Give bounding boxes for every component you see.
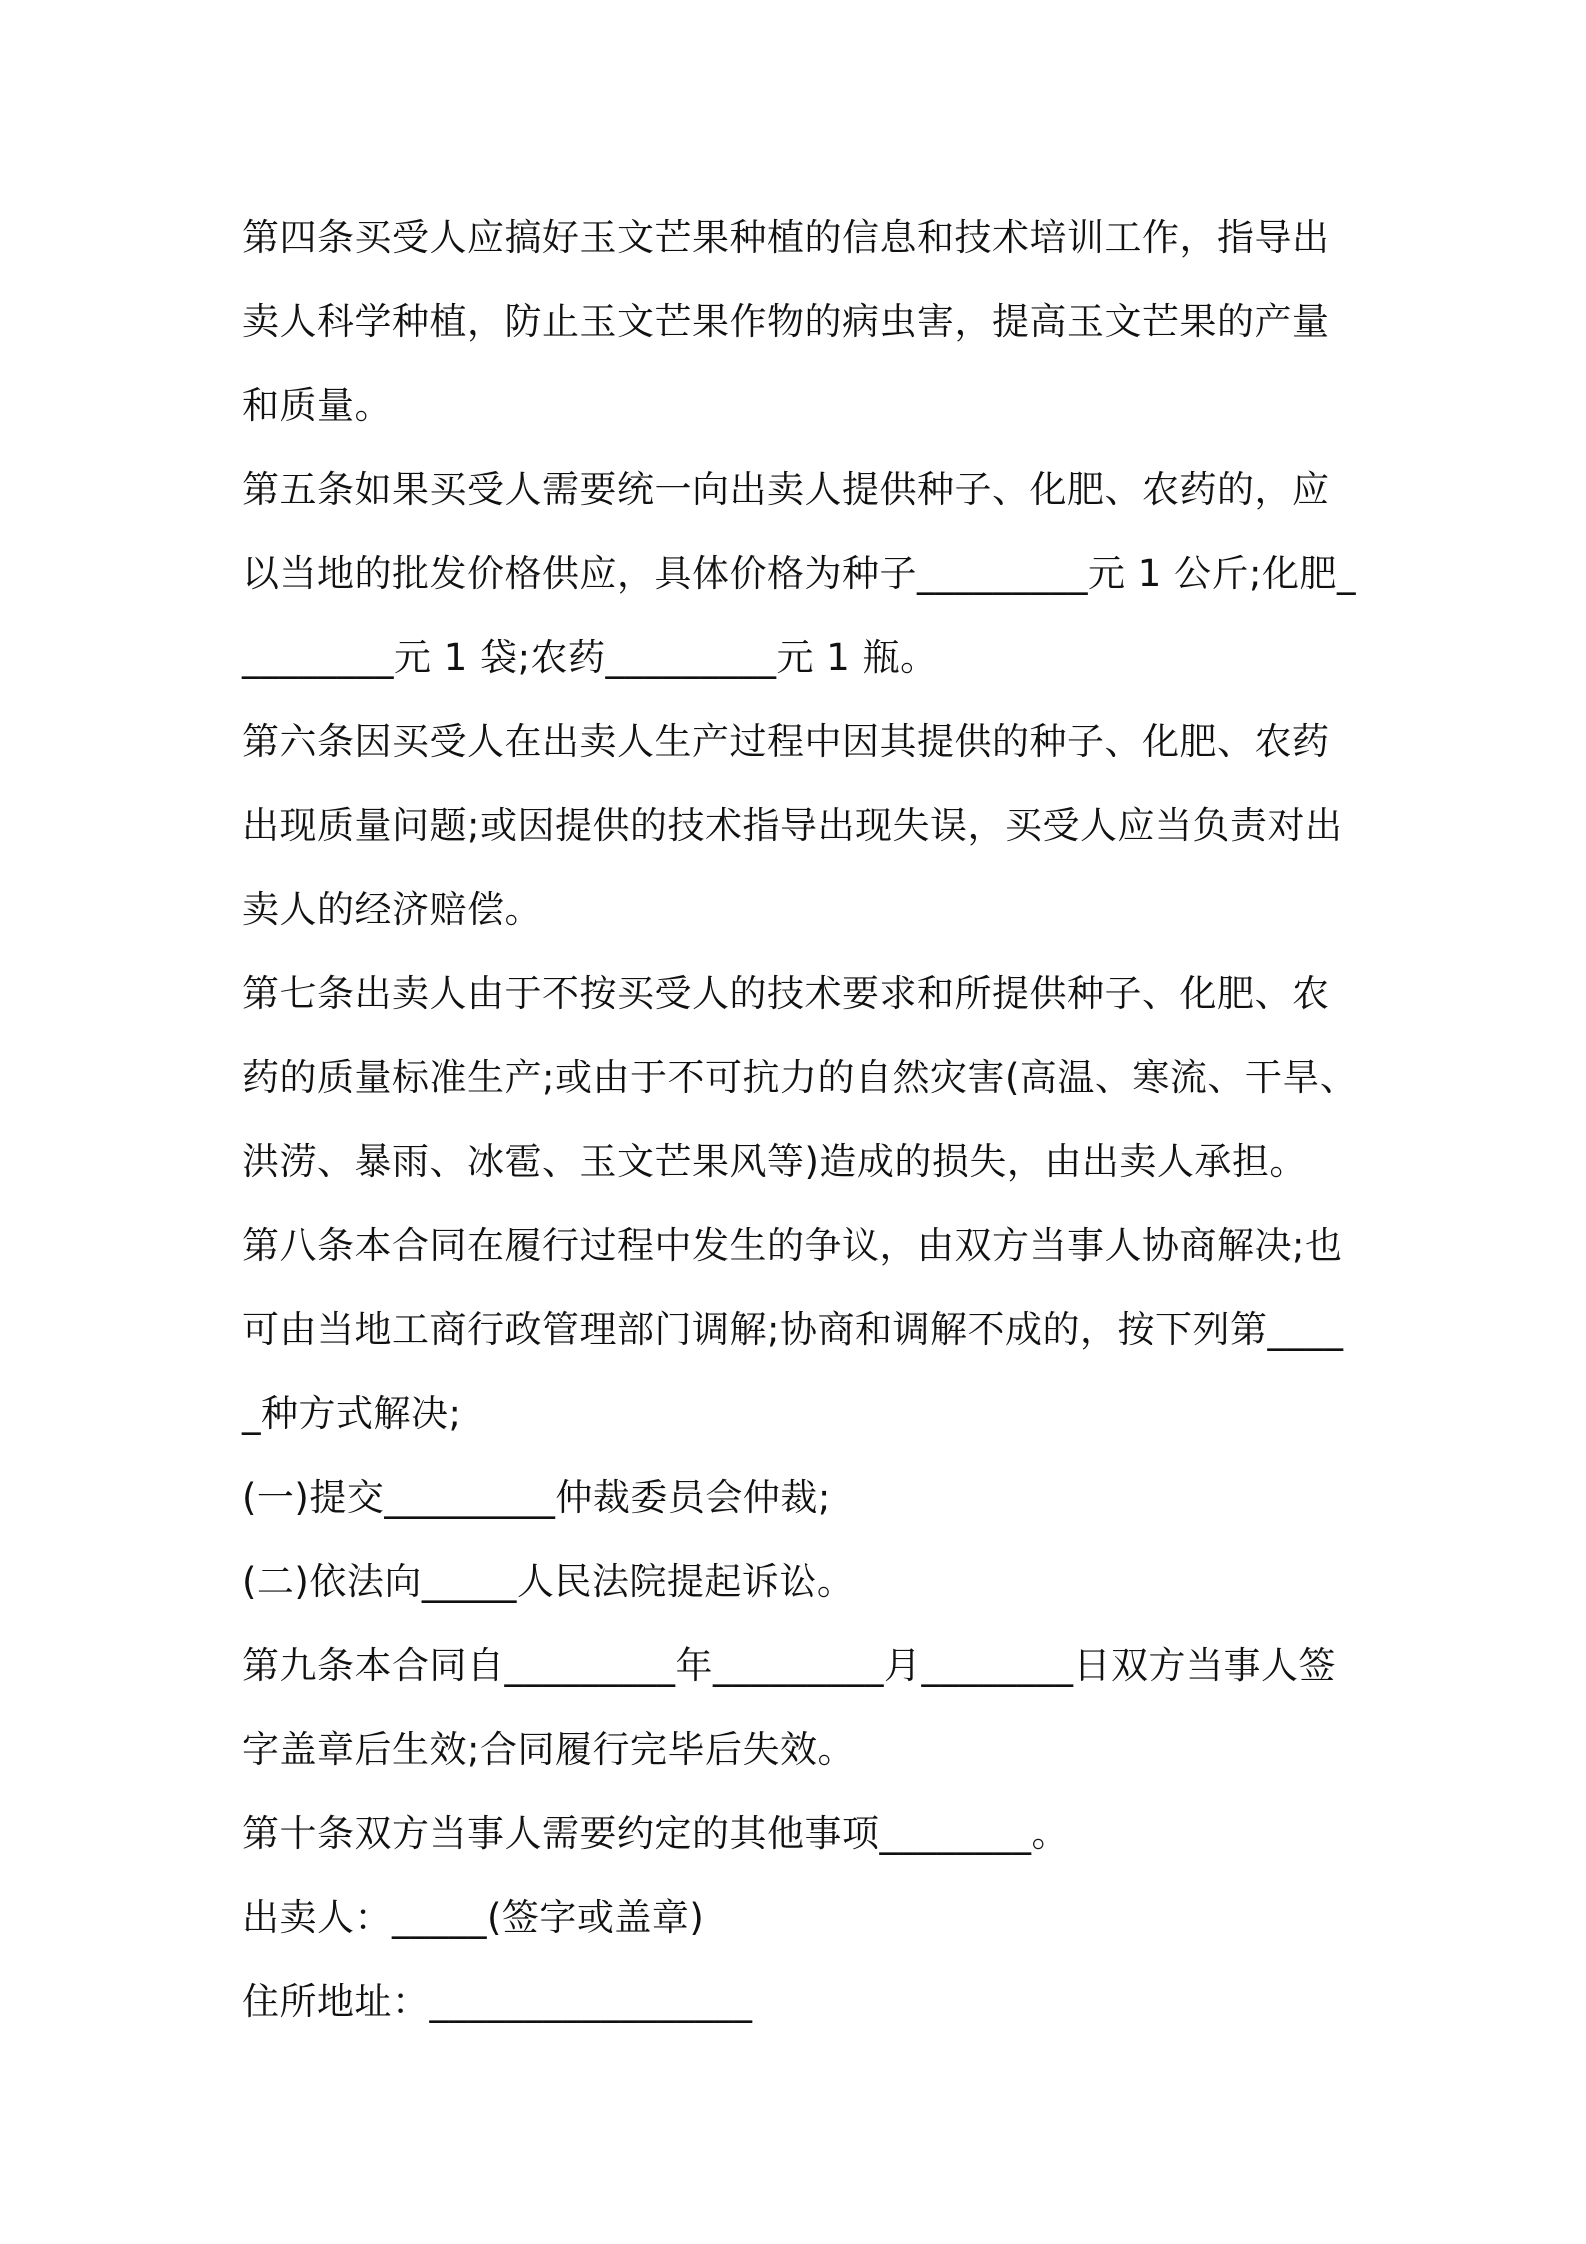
- address-line: 住所地址：_________________: [242, 1980, 753, 2023]
- article-10-paragraph: 第十条双方当事人需要约定的其他事项________。: [242, 1812, 1069, 1855]
- article-8-paragraph: 第八条本合同在履行过程中发生的争议，由双方当事人协商解决;也可由当地工商行政管理部门调解;协商和调解不成的，按下列第_____种方式解决;: [242, 1224, 1344, 1435]
- article-7-paragraph: 第七条出卖人由于不按买受人的技术要求和所提供种子、化肥、农药的质量标准生产;或由于不可抗力的自然灾害(高温、寒流、干旱、洪涝、暴雨、冰雹、玉文芒果风等)造成的损失，由出卖人承担。: [242, 972, 1358, 1183]
- contract-body: [242, 196, 1362, 2044]
- article-9-paragraph: 第九条本合同自_________年_________月________日双方当事人签字盖章后生效;合同履行完毕后失效。: [242, 1644, 1336, 1771]
- article-4-paragraph: 第四条买受人应搞好玉文芒果种植的信息和技术培训工作，指导出卖人科学种植，防止玉文芒果作物的病虫害，提高玉文芒果的产量和质量。: [242, 216, 1330, 427]
- dispute-option-2: (二)依法向_____人民法院提起诉讼。: [242, 1560, 855, 1603]
- article-6-paragraph: 第六条因买受人在出卖人生产过程中因其提供的种子、化肥、农药出现质量问题;或因提供的技术指导出现失误，买受人应当负责对出卖人的经济赔偿。: [242, 720, 1343, 931]
- dispute-option-1: (一)提交_________仲裁委员会仲裁;: [242, 1476, 831, 1519]
- seller-signature-line: 出卖人：_____(签字或盖章): [242, 1896, 705, 1939]
- article-5-paragraph: 第五条如果买受人需要统一向出卖人提供种子、化肥、农药的，应以当地的批发价格供应，具体价格为种子_________元 1 公斤;化肥_________元 1 袋;农药_________元 1 瓶。: [242, 468, 1357, 679]
